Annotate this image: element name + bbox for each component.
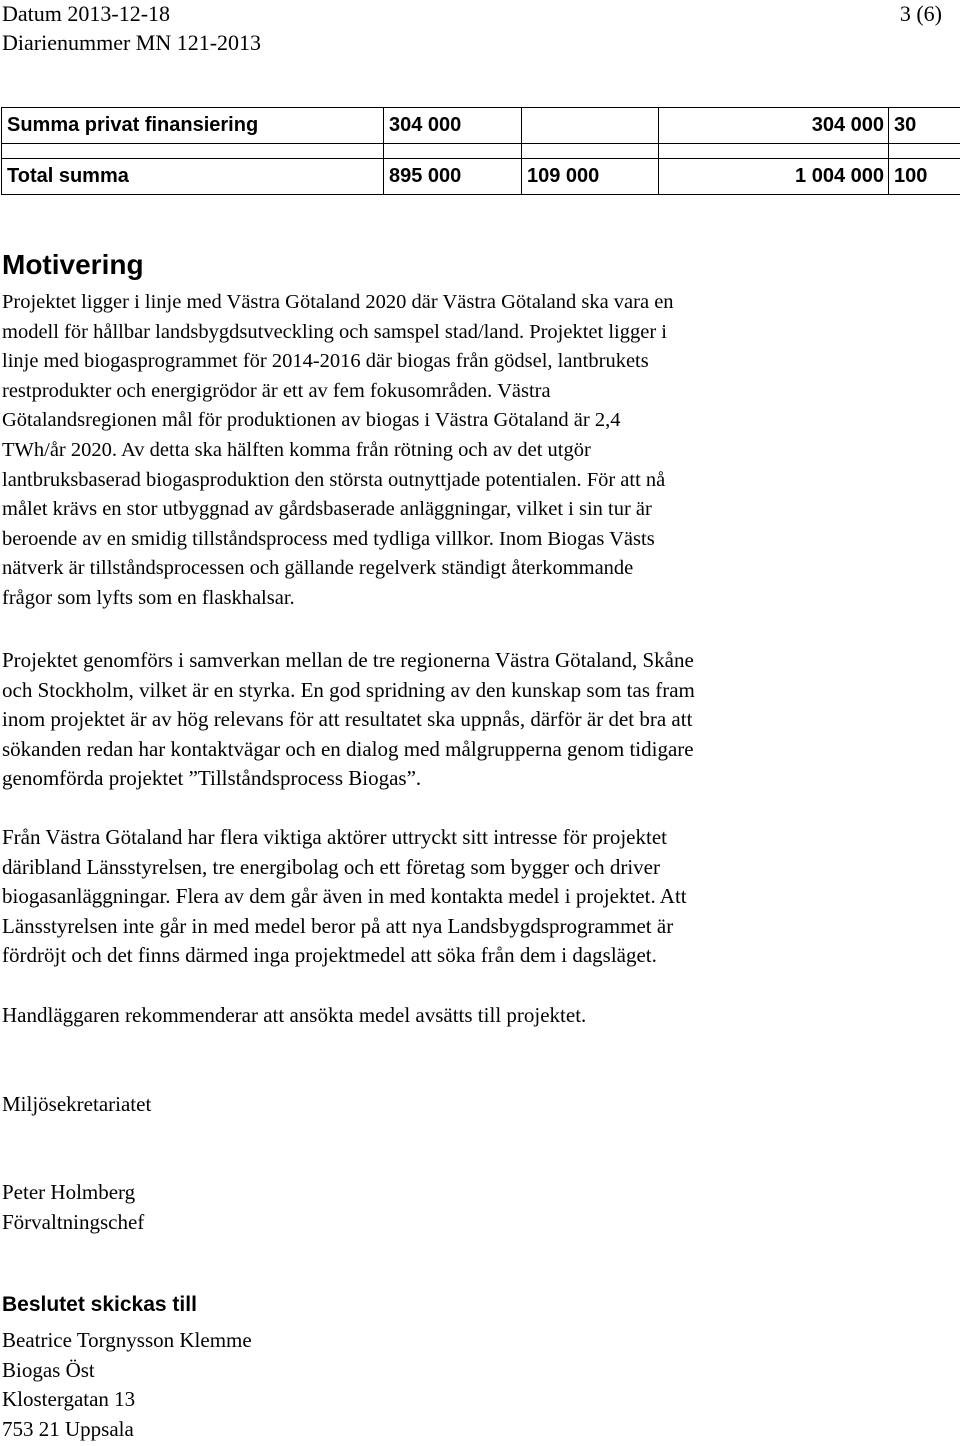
address-line: Klostergatan 13	[2, 1387, 136, 1412]
diary-number: Diarienummer MN 121-2013	[2, 30, 262, 55]
paragraph-motivation	[2, 288, 952, 614]
text-line: linje med biogasprogrammet för 2014-2016 där biogas från gödsel, lantbrukets	[2, 350, 649, 373]
signer-name: Peter Holmberg	[2, 1180, 136, 1204]
amount-cell: 304 000	[659, 108, 889, 144]
amount-cell: 895 000	[384, 159, 522, 195]
text-line: biogasanläggningar. Flera av dem går även in med kontakta medel i projektet. Att	[2, 884, 687, 909]
text-line: nätverk är tillståndsprocessen och gällande regelverk ständigt återkommande	[2, 557, 634, 580]
text-line: TWh/år 2020. Av detta ska hälften komma från rötning och av det utgör	[2, 438, 591, 461]
text-line: och Stockholm, vilket är en styrka. En god spridning av den kunskap som tas fram	[2, 677, 695, 702]
page-number: 3 (6)	[899, 1, 942, 26]
recipients-title: Beslutet skickas till	[2, 1293, 197, 1316]
financing-table	[1, 107, 960, 195]
amount-cell: 304 000	[384, 108, 522, 144]
table-row	[2, 108, 960, 144]
text-line: beroende av en smidig tillståndsprocess med tydliga villkor. Inom Biogas Västs	[2, 527, 655, 550]
table-spacer-row	[2, 144, 960, 159]
text-line: fördröjt och det finns därmed inga projektmedel att söka från dem i dagsläget.	[2, 943, 657, 968]
document-date: Datum 2013-12-18	[2, 1, 171, 26]
text-line: målet krävs en stor utbyggnad av gårdsbaserade anläggningar, vilket i sin tur är	[2, 498, 652, 521]
text-line: modell för hållbar landsbygdsutveckling och samspel stad/land. Projektet ligger i	[2, 320, 667, 343]
row-label: Total summa	[2, 159, 384, 195]
text-line: sökanden redan har kontaktvägar och en dialog med målgrupperna genom tidigare	[2, 736, 694, 761]
text-line: Handläggaren rekommenderar att ansökta medel avsätts till projektet.	[2, 1003, 587, 1027]
amount-cell: 1 004 000	[659, 159, 889, 195]
address-line: Biogas Öst	[2, 1357, 95, 1382]
table-row	[2, 159, 960, 195]
text-line: lantbruksbaserad biogasproduktion den största outnyttjade potentialen. För att nå	[2, 468, 666, 491]
text-line: restprodukter och energigrödor är ett av fem fokusområden. Västra	[2, 379, 551, 402]
percent-cell: 100	[889, 159, 960, 195]
signer-role: Förvaltningschef	[2, 1209, 145, 1234]
paragraph-actors	[2, 823, 952, 971]
text-line: Miljösekretariatet	[2, 1092, 152, 1116]
text-line: däribland Länsstyrelsen, tre energibolag och ett företag som bygger och driver	[2, 854, 660, 879]
text-line: inom projektet är av hög relevans för att resultatet ska uppnås, därför är det bra att	[2, 707, 693, 732]
paragraph-recommendation	[2, 1001, 952, 1031]
text-line: frågor som lyfts som en flaskhalsar.	[2, 586, 295, 609]
section-title: Motivering	[2, 249, 144, 280]
row-label: Summa privat finansiering	[2, 108, 384, 144]
text-line: Länsstyrelsen inte går in med medel beror på att nya Landsbygdsprogrammet är	[2, 913, 674, 938]
recipient-address	[2, 1326, 952, 1444]
address-line: Beatrice Torgnysson Klemme	[2, 1328, 252, 1352]
percent-cell: 30	[889, 108, 960, 144]
signature-block	[2, 1178, 952, 1237]
text-line: Projektet ligger i linje med Västra Götaland 2020 där Västra Götaland ska vara en	[2, 291, 674, 313]
text-line: Från Västra Götaland har flera viktiga aktörer uttryckt sitt intresse för projektet	[2, 825, 667, 849]
text-line: Götalandsregionen mål för produktionen av biogas i Västra Götaland är 2,4	[2, 409, 621, 432]
amount-cell: 109 000	[522, 159, 659, 195]
address-line: 753 21 Uppsala	[2, 1416, 134, 1441]
paragraph-cooperation	[2, 646, 952, 794]
text-line: Projektet genomförs i samverkan mellan de tre regionerna Västra Götaland, Skåne	[2, 648, 694, 672]
amount-cell	[522, 108, 659, 144]
text-line: genomförda projektet ”Tillståndsprocess Biogas”.	[2, 766, 422, 791]
department-name	[2, 1090, 952, 1120]
